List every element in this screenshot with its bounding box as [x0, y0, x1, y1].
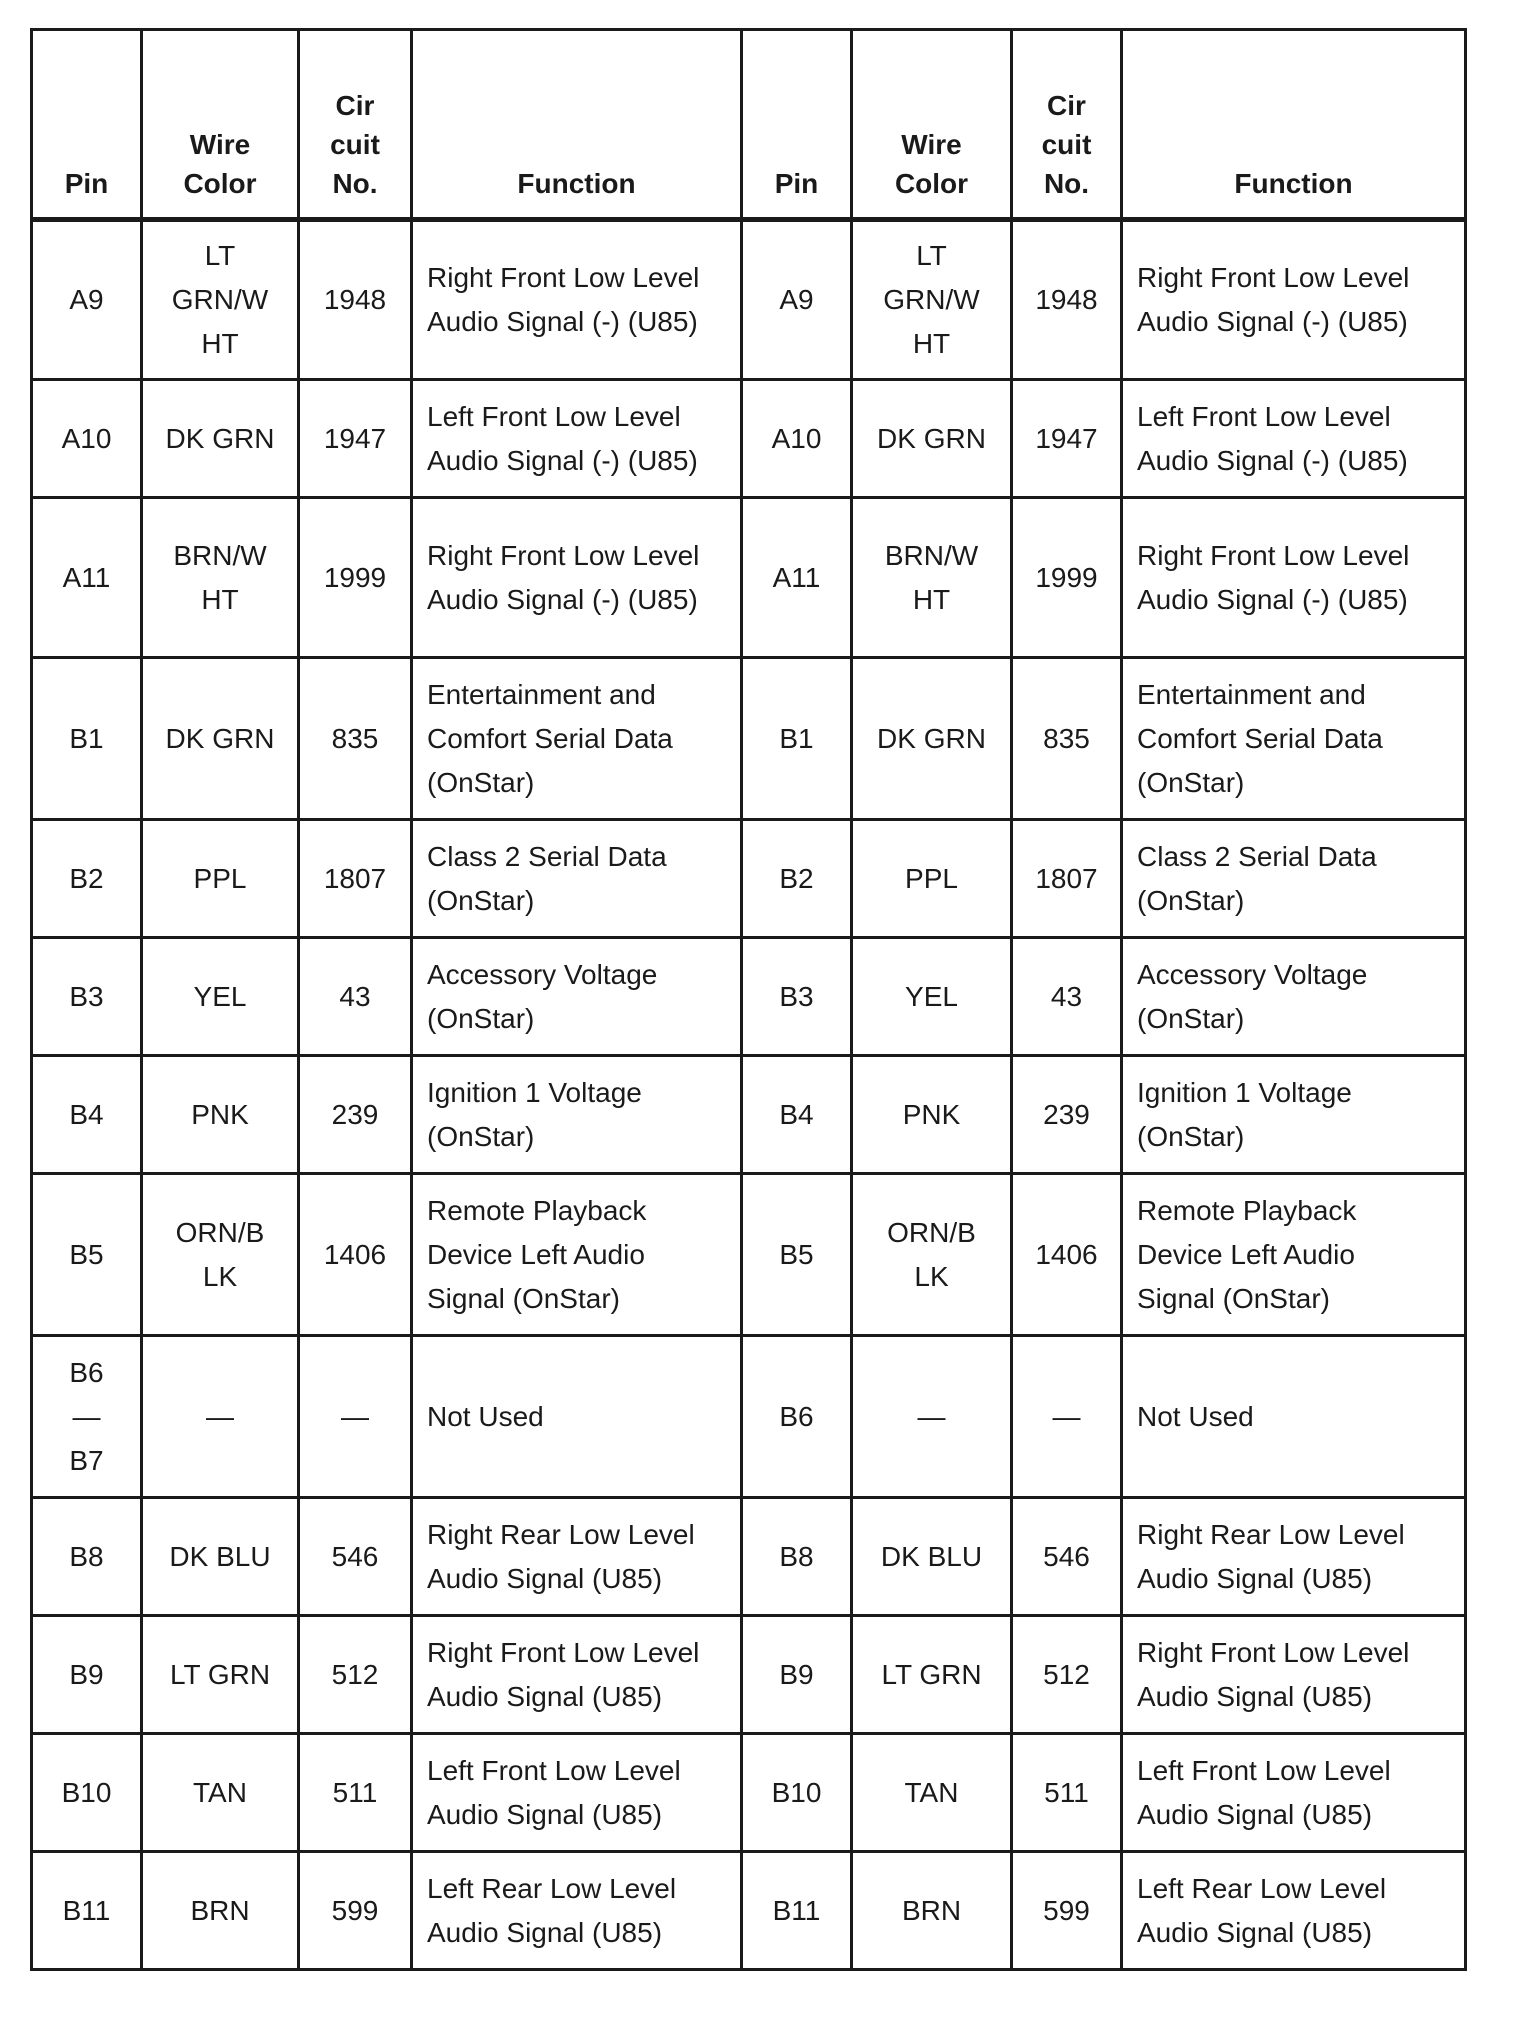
pin-cell-line: — — [72, 1400, 101, 1432]
function-cell-line: Audio Signal (U85) — [427, 1562, 663, 1594]
pin-cell-line: A10 — [771, 422, 822, 454]
wire-color-cell — [142, 1616, 299, 1734]
pin-cell — [742, 1734, 852, 1852]
circuit-cell: — — [1012, 1336, 1122, 1498]
function-cell — [412, 220, 742, 380]
table-row — [32, 1056, 1466, 1174]
wire-color-cell-line: BRN/W — [173, 539, 267, 571]
function-cell-line: (OnStar) — [1137, 1002, 1245, 1034]
function-cell — [1122, 1056, 1466, 1174]
function-cell-line: (OnStar) — [427, 766, 535, 798]
wire-color-cell-line: DK GRN — [165, 422, 275, 454]
function-cell-line: Right Front Low Level — [427, 262, 700, 293]
function-cell-line: Accessory Voltage — [427, 958, 658, 990]
pin-cell — [32, 1174, 142, 1336]
table-row — [32, 1616, 1466, 1734]
pin-cell-line: B8 — [779, 1540, 814, 1572]
header-function: Function — [412, 30, 742, 220]
circuit-cell: 43 — [1012, 938, 1122, 1056]
wire-color-cell-line: DK BLU — [169, 1540, 271, 1572]
pin-cell-line: B11 — [772, 1894, 821, 1926]
wire-color-cell — [852, 938, 1012, 1056]
wire-color-cell — [852, 1734, 1012, 1852]
table-row — [32, 380, 1466, 498]
pin-cell-line: B4 — [69, 1098, 104, 1130]
function-cell — [1122, 820, 1466, 938]
wire-color-cell — [852, 1616, 1012, 1734]
circuit-cell: 1406 — [1012, 1174, 1122, 1336]
header-circuit-no: Cir cuit No. — [299, 30, 412, 220]
pin-cell — [742, 820, 852, 938]
table-row — [32, 1336, 1466, 1498]
function-cell-line: (OnStar) — [1137, 766, 1245, 798]
function-cell-line: Left Front Low Level — [427, 1754, 681, 1786]
function-cell-line: Audio Signal (U85) — [427, 1798, 663, 1830]
header-wire-color: Wire Color — [142, 30, 299, 220]
wire-color-cell-line: TAN — [193, 1776, 247, 1808]
pin-cell — [32, 1498, 142, 1616]
function-cell-line: Right Front Low Level — [427, 539, 700, 571]
wire-color-cell — [142, 1056, 299, 1174]
wire-color-cell — [142, 1734, 299, 1852]
wire-color-cell-line: DK GRN — [165, 722, 275, 754]
function-cell-line: Remote Playback — [427, 1194, 647, 1226]
pin-cell-line: B6 — [779, 1400, 814, 1432]
table-body — [32, 220, 1466, 1970]
table-row — [32, 1498, 1466, 1616]
wire-color-cell-line: BRN — [901, 1894, 962, 1926]
wire-color-cell — [142, 820, 299, 938]
wire-color-cell-line: BRN — [190, 1894, 250, 1926]
function-cell-line: Right Front Low Level — [1137, 539, 1410, 571]
function-cell — [1122, 1616, 1466, 1734]
function-cell — [412, 658, 742, 820]
circuit-cell: 511 — [299, 1734, 412, 1852]
pin-cell — [32, 498, 142, 658]
pin-cell — [742, 1616, 852, 1734]
circuit-cell: 1807 — [1012, 820, 1122, 938]
function-cell — [1122, 380, 1466, 498]
wire-color-cell — [142, 658, 299, 820]
function-cell-line: Signal (OnStar) — [1137, 1282, 1330, 1314]
circuit-cell: 835 — [299, 658, 412, 820]
header-row — [32, 30, 1466, 220]
wire-color-cell — [852, 1336, 1012, 1498]
pin-cell — [32, 380, 142, 498]
pin-cell-line: B7 — [69, 1444, 104, 1476]
function-cell-line: Entertainment and — [1137, 678, 1366, 710]
circuit-cell: 512 — [299, 1616, 412, 1734]
circuit-cell: 599 — [299, 1852, 412, 1970]
pin-cell — [32, 1336, 142, 1498]
function-cell-line: Audio Signal (-) (U85) — [427, 583, 698, 615]
pin-cell — [32, 938, 142, 1056]
function-cell-line: Class 2 Serial Data — [427, 840, 667, 872]
pin-cell-line: B10 — [771, 1776, 822, 1808]
function-cell-line: Left Front Low Level — [1137, 400, 1391, 432]
pin-cell-line: A11 — [772, 561, 821, 593]
circuit-cell: 511 — [1012, 1734, 1122, 1852]
function-cell-line: Entertainment and — [427, 678, 656, 710]
wire-color-cell-line: LT GRN — [169, 1658, 271, 1690]
circuit-cell: 239 — [1012, 1056, 1122, 1174]
wire-color-cell-line: LK — [914, 1260, 949, 1292]
pin-cell-line: B9 — [779, 1658, 814, 1690]
function-cell-line: Not Used — [427, 1400, 544, 1432]
wire-color-cell-line: PPL — [193, 862, 247, 894]
wire-color-cell-line: DK GRN — [877, 422, 986, 454]
table-row — [32, 820, 1466, 938]
function-cell-line: Comfort Serial Data — [427, 722, 673, 754]
circuit-cell: 1807 — [299, 820, 412, 938]
circuit-cell: 1947 — [1012, 380, 1122, 498]
pin-cell-line: B2 — [69, 862, 104, 894]
table-row — [32, 1174, 1466, 1336]
pin-cell-line: B5 — [69, 1238, 104, 1270]
function-cell-line: Not Used — [1137, 1400, 1254, 1432]
table-row — [32, 220, 1466, 380]
function-cell — [1122, 1498, 1466, 1616]
wire-color-cell-line: LT — [916, 240, 947, 271]
function-cell — [1122, 1174, 1466, 1336]
pin-cell-line: B3 — [779, 980, 814, 1012]
function-cell-line: (OnStar) — [1137, 884, 1245, 916]
wire-color-cell-line: PNK — [902, 1098, 961, 1130]
table-row — [32, 1852, 1466, 1970]
function-cell — [1122, 938, 1466, 1056]
wire-color-cell-line: LT — [204, 240, 236, 271]
wire-color-cell — [852, 658, 1012, 820]
pin-cell — [742, 1056, 852, 1174]
function-cell-line: (OnStar) — [427, 1002, 535, 1034]
function-cell-line: Right Rear Low Level — [427, 1518, 695, 1550]
pin-cell-line: A9 — [779, 284, 814, 315]
wire-color-cell-line: PPL — [905, 862, 958, 894]
wire-color-cell-line: HT — [201, 583, 239, 615]
function-cell-line: Audio Signal (U85) — [427, 1680, 663, 1712]
table-row — [32, 658, 1466, 820]
pin-cell — [742, 220, 852, 380]
pin-cell — [32, 658, 142, 820]
function-cell — [412, 498, 742, 658]
function-cell-line: Left Front Low Level — [1137, 1754, 1391, 1786]
circuit-cell: 43 — [299, 938, 412, 1056]
wire-color-cell-line: HT — [912, 583, 951, 615]
circuit-cell: 512 — [1012, 1616, 1122, 1734]
pin-cell — [742, 1498, 852, 1616]
function-cell-line: Device Left Audio — [427, 1238, 645, 1270]
circuit-cell: 1948 — [299, 220, 412, 380]
wire-color-cell — [852, 220, 1012, 380]
wire-color-cell — [852, 1056, 1012, 1174]
function-cell — [412, 1056, 742, 1174]
wire-color-cell-line: GRN/W — [171, 284, 269, 315]
function-cell-line: Accessory Voltage — [1137, 958, 1368, 990]
function-cell — [1122, 498, 1466, 658]
wire-color-cell-line: LT GRN — [881, 1658, 982, 1690]
function-cell-line: Right Front Low Level — [427, 1636, 700, 1668]
function-cell — [412, 1498, 742, 1616]
header-wire-color: Wire Color — [852, 30, 1012, 220]
pin-cell — [742, 658, 852, 820]
function-cell-line: Audio Signal (-) (U85) — [1137, 583, 1408, 615]
function-cell-line: Audio Signal (-) (U85) — [1137, 306, 1408, 337]
wire-color-cell — [852, 1498, 1012, 1616]
pin-cell — [742, 1336, 852, 1498]
function-cell — [1122, 1336, 1466, 1498]
function-cell-line: Audio Signal (U85) — [1137, 1798, 1373, 1830]
function-cell — [412, 1852, 742, 1970]
function-cell-line: Left Rear Low Level — [1137, 1872, 1387, 1904]
wire-color-cell-line: LK — [202, 1260, 238, 1292]
function-cell-line: Left Rear Low Level — [427, 1872, 677, 1904]
pin-cell — [32, 1056, 142, 1174]
circuit-cell: 835 — [1012, 658, 1122, 820]
wire-color-cell-line: HT — [201, 328, 239, 359]
pin-cell — [32, 820, 142, 938]
function-cell — [412, 1734, 742, 1852]
function-cell — [412, 938, 742, 1056]
table-row — [32, 498, 1466, 658]
pin-cell-line: B11 — [62, 1894, 111, 1926]
wire-color-cell — [142, 1336, 299, 1498]
wire-color-cell — [142, 1852, 299, 1970]
pin-cell — [32, 1616, 142, 1734]
function-cell-line: Comfort Serial Data — [1137, 722, 1383, 754]
wire-color-cell-line: DK GRN — [877, 722, 986, 754]
wire-color-cell — [852, 1852, 1012, 1970]
function-cell-line: Signal (OnStar) — [427, 1282, 620, 1314]
function-cell-line: Right Rear Low Level — [1137, 1518, 1405, 1550]
wire-color-cell-line: TAN — [904, 1776, 959, 1808]
pin-cell — [742, 1852, 852, 1970]
pin-cell-line: B9 — [69, 1658, 104, 1690]
wire-color-cell-line: ORN/B — [175, 1216, 265, 1248]
pin-cell-line: B4 — [779, 1098, 814, 1130]
circuit-cell: 1948 — [1012, 220, 1122, 380]
circuit-cell: 599 — [1012, 1852, 1122, 1970]
pin-cell-line: B1 — [779, 722, 814, 754]
function-cell-line: (OnStar) — [1137, 1120, 1245, 1152]
pin-cell-line: B5 — [779, 1238, 814, 1270]
function-cell — [412, 1616, 742, 1734]
pin-cell-line: A11 — [62, 561, 111, 593]
pin-cell — [742, 380, 852, 498]
wire-color-cell — [142, 1498, 299, 1616]
header-function: Function — [1122, 30, 1466, 220]
wire-color-cell — [142, 1174, 299, 1336]
wire-color-cell — [142, 938, 299, 1056]
wire-color-cell-line: PNK — [191, 1098, 249, 1130]
function-cell — [412, 1336, 742, 1498]
header-circuit-no: Cir cuit No. — [1012, 30, 1122, 220]
wire-color-cell-line: — — [917, 1400, 946, 1432]
wire-color-cell — [852, 498, 1012, 658]
pin-cell-line: A10 — [61, 422, 112, 454]
function-cell-line: Audio Signal (-) (U85) — [427, 306, 698, 337]
pin-cell-line: B3 — [69, 980, 104, 1012]
circuit-cell: 546 — [299, 1498, 412, 1616]
function-cell-line: Audio Signal (-) (U85) — [427, 444, 698, 476]
wire-color-cell-line: ORN/B — [887, 1216, 976, 1248]
pin-cell — [32, 1734, 142, 1852]
wire-color-cell-line: DK BLU — [880, 1540, 983, 1572]
function-cell — [412, 380, 742, 498]
function-cell — [1122, 1734, 1466, 1852]
circuit-cell: 1999 — [299, 498, 412, 658]
pin-cell — [742, 938, 852, 1056]
function-cell-line: Right Front Low Level — [1137, 1636, 1410, 1668]
pin-cell-line: B2 — [779, 862, 814, 894]
function-cell-line: Audio Signal (-) (U85) — [1137, 444, 1408, 476]
function-cell — [1122, 1852, 1466, 1970]
pin-cell-line: B10 — [61, 1776, 112, 1808]
wire-color-cell — [142, 498, 299, 658]
header-pin: Pin — [742, 30, 852, 220]
wire-color-cell — [852, 380, 1012, 498]
wire-color-cell — [142, 380, 299, 498]
wire-color-cell — [852, 820, 1012, 938]
function-cell-line: Ignition 1 Voltage — [427, 1076, 642, 1108]
pin-cell — [742, 498, 852, 658]
table-row — [32, 1734, 1466, 1852]
function-cell-line: Class 2 Serial Data — [1137, 840, 1377, 872]
function-cell-line: (OnStar) — [427, 1120, 535, 1152]
function-cell-line: Audio Signal (U85) — [1137, 1680, 1373, 1712]
function-cell — [412, 820, 742, 938]
wire-color-cell-line: BRN/W — [884, 539, 979, 571]
connector-pinout-table — [30, 28, 1467, 1971]
function-cell-line: Device Left Audio — [1137, 1238, 1355, 1270]
circuit-cell: 1999 — [1012, 498, 1122, 658]
function-cell — [1122, 220, 1466, 380]
pin-cell — [32, 1852, 142, 1970]
wire-color-cell-line: YEL — [905, 980, 958, 1012]
wire-color-cell-line: HT — [912, 328, 951, 359]
wire-color-cell-line: GRN/W — [883, 284, 980, 315]
circuit-cell: 1947 — [299, 380, 412, 498]
function-cell-line: Audio Signal (U85) — [427, 1916, 663, 1948]
function-cell — [1122, 658, 1466, 820]
function-cell-line: Audio Signal (U85) — [1137, 1916, 1373, 1948]
circuit-cell: 1406 — [299, 1174, 412, 1336]
circuit-cell: — — [299, 1336, 412, 1498]
function-cell-line: Remote Playback — [1137, 1194, 1357, 1226]
function-cell-line: (OnStar) — [427, 884, 535, 916]
pin-cell-line: B8 — [69, 1540, 104, 1572]
function-cell-line: Ignition 1 Voltage — [1137, 1076, 1352, 1108]
wire-color-cell-line: — — [206, 1400, 234, 1432]
circuit-cell: 239 — [299, 1056, 412, 1174]
wire-color-cell — [142, 220, 299, 380]
circuit-cell: 546 — [1012, 1498, 1122, 1616]
wire-color-cell — [852, 1174, 1012, 1336]
function-cell-line: Audio Signal (U85) — [1137, 1562, 1373, 1594]
pin-cell-line: A9 — [69, 284, 104, 315]
pin-cell — [742, 1174, 852, 1336]
wire-color-cell-line: YEL — [193, 980, 247, 1012]
pin-cell-line: B1 — [69, 722, 104, 754]
function-cell-line: Right Front Low Level — [1137, 262, 1410, 293]
function-cell — [412, 1174, 742, 1336]
pin-cell-line: B6 — [69, 1356, 104, 1388]
pin-cell — [32, 220, 142, 380]
function-cell-line: Left Front Low Level — [427, 400, 681, 432]
header-pin: Pin — [32, 30, 142, 220]
table-row — [32, 938, 1466, 1056]
